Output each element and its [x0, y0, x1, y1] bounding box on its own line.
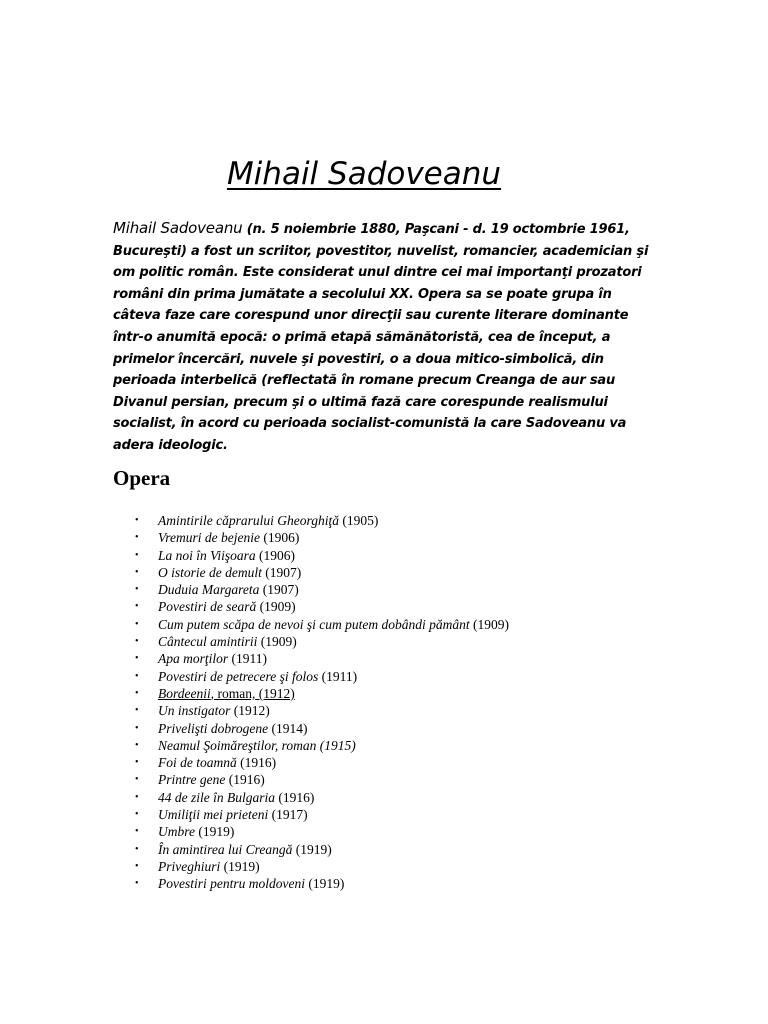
list-item	[113, 806, 509, 823]
bullet-icon: •	[135, 860, 139, 872]
work-year: (1909)	[469, 616, 509, 632]
list-item	[113, 737, 509, 754]
intro-paragraph	[113, 218, 661, 457]
work-title: Povestiri de petrecere şi folos	[158, 668, 319, 684]
list-item	[113, 512, 509, 529]
work-year: (1907)	[259, 582, 299, 598]
bullet-icon: •	[135, 791, 139, 803]
intro-name: Mihail Sadoveanu	[113, 219, 243, 237]
work-year: (1909)	[257, 634, 297, 650]
work-title: Povestiri pentru moldoveni	[158, 876, 305, 892]
work-note: , roman,	[210, 685, 256, 701]
work-title: Printre gene	[158, 772, 226, 788]
work-title: La noi în Viişoara	[158, 547, 256, 563]
list-item	[113, 564, 509, 581]
work-title: Vremuri de bejenie	[158, 530, 260, 546]
work-year: (1916)	[236, 755, 277, 771]
list-item	[113, 668, 509, 685]
bullet-icon: •	[135, 532, 139, 544]
section-heading-opera: Opera	[113, 466, 171, 490]
bullet-icon: •	[135, 687, 139, 699]
work-year: (1919)	[220, 858, 260, 874]
work-title: O istorie de demult	[158, 564, 262, 580]
work-title: Povestiri de seară	[158, 599, 257, 615]
bullet-icon: •	[135, 757, 139, 769]
work-title: Foi de toamnă	[158, 755, 237, 771]
work-year: (1911)	[228, 651, 268, 667]
bullet-icon: •	[135, 618, 139, 630]
bullet-icon: •	[135, 584, 139, 596]
bullet-icon: •	[135, 774, 139, 786]
list-item	[113, 529, 509, 546]
list-item	[113, 650, 509, 667]
bullet-icon: •	[135, 670, 139, 682]
work-year: (1917)	[268, 807, 308, 823]
work-title: Priveghiuri	[158, 858, 221, 874]
bullet-icon: •	[135, 809, 139, 821]
work-title: Umiliţii mei prieteni	[158, 807, 269, 823]
page-title: Mihail Sadoveanu	[226, 156, 502, 192]
bullet-icon: •	[135, 722, 139, 734]
intro-text: (n. 5 noiembrie 1880, Paşcani - d. 19 octombrie 1961, Bucureşti) a fost un scriitor, povestitor, nuvelist, romancier, academician şi om politic român. Este considerat unul dintre cei mai importanţi prozatori români din prima jumătate a secolului XX. Opera sa se poate grupa în câteva faze care corespund unor direcţii sau curente literare dominante într-o anumită epocă: o primă etapă sămănătoristă, cea de început, a primelor încercări, nuvele şi povestiri, o a doua mitico-simbolică, din perioada interbelică (reflectată în romane precum Creanga de aur sau Divanul persian, precum şi o ultimă fază care corespunde realismului socialist, în acord cu perioada socialist-comunistă la care Sadoveanu va adera ideologic.	[113, 222, 649, 453]
work-year: (1916)	[225, 772, 265, 788]
work-year: (1909)	[256, 599, 296, 615]
list-item	[113, 858, 509, 875]
bullet-icon: •	[135, 705, 139, 717]
list-item[interactable]	[113, 685, 509, 702]
work-title: Duduia Margareta	[158, 582, 260, 598]
work-year: (1905)	[339, 513, 379, 528]
list-item	[113, 633, 509, 650]
work-title: Cântecul amintirii	[158, 634, 258, 650]
work-title: 44 de zile în Bulgaria	[158, 789, 275, 805]
work-title: Un instigator	[158, 703, 231, 719]
work-year: (1919)	[292, 841, 332, 857]
work-year: (1912)	[255, 685, 295, 701]
work-title: Neamul Şoimăreştilor, roman (1915)	[158, 737, 356, 753]
list-item	[113, 841, 509, 858]
list-item	[113, 702, 509, 719]
work-year: (1914)	[268, 720, 308, 736]
works-list	[113, 512, 509, 893]
list-item	[113, 754, 509, 771]
work-title: Umbre	[158, 824, 195, 840]
bullet-icon: •	[135, 826, 139, 838]
work-year: (1919)	[304, 876, 345, 892]
bullet-icon: •	[135, 515, 139, 526]
work-year: (1906)	[259, 530, 300, 546]
bullet-icon: •	[135, 636, 139, 648]
work-year: (1916)	[275, 789, 315, 805]
list-item	[113, 720, 509, 737]
list-item	[113, 547, 509, 564]
bullet-icon: •	[135, 878, 139, 890]
list-item	[113, 771, 509, 788]
work-year: (1911)	[318, 668, 358, 684]
work-title: Cum putem scăpa de nevoi şi cum putem dobândi pământ	[158, 616, 470, 632]
list-item	[113, 875, 509, 892]
list-item	[113, 823, 509, 840]
work-title: Amintirile căprarului Gheorghiţă	[158, 513, 339, 528]
bullet-icon: •	[135, 549, 139, 561]
list-item	[113, 789, 509, 806]
work-title: În amintirea lui Creangă	[158, 841, 293, 857]
work-year: (1906)	[255, 547, 296, 563]
list-item	[113, 598, 509, 615]
bullet-icon: •	[135, 739, 139, 751]
work-title: Privelişti dobrogene	[158, 720, 269, 736]
work-title: Bordeenii	[158, 685, 211, 701]
list-item	[113, 616, 509, 633]
list-item	[113, 581, 509, 598]
bullet-icon: •	[135, 566, 139, 578]
bullet-icon: •	[135, 653, 139, 665]
bullet-icon: •	[135, 601, 139, 613]
work-year: (1907)	[261, 564, 302, 580]
work-title: Apa morţilor	[158, 651, 229, 667]
work-year: (1919)	[195, 824, 235, 840]
work-year: (1912)	[230, 703, 270, 719]
bullet-icon: •	[135, 843, 139, 855]
